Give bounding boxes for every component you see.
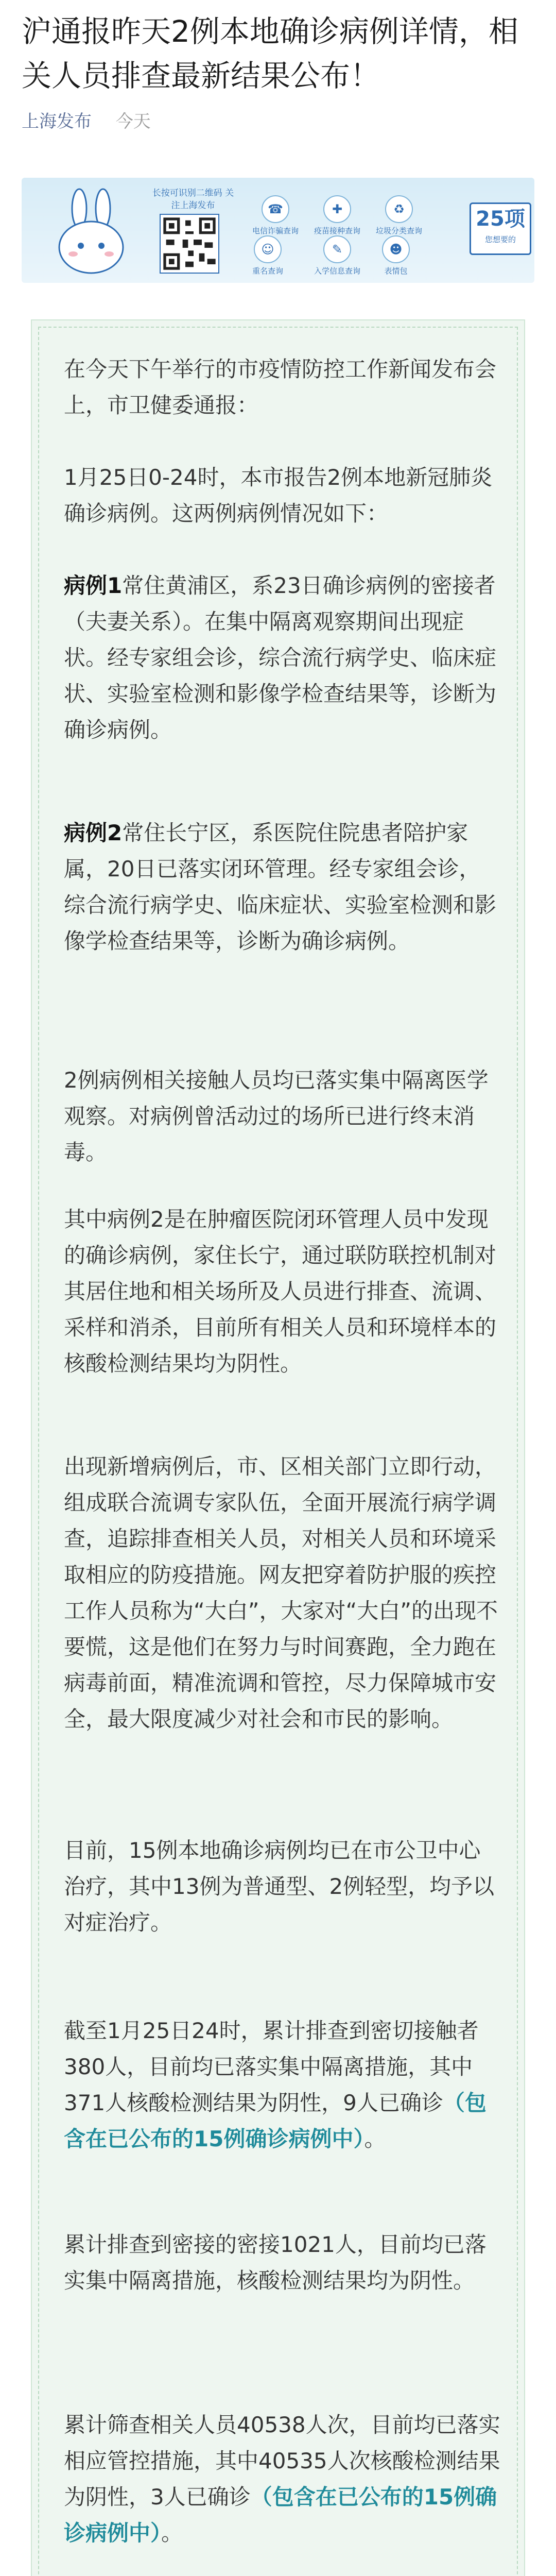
- paragraph: 目前，15例本地确诊病例均已在市公卫中心治疗，其中13例为普通型、2例轻型，均予以对症治疗。: [64, 1838, 495, 1935]
- scan-hint-text: 长按可识别二维码 关注上海发布: [152, 188, 234, 211]
- highlight-note: （包含在已公布的15例确诊病例中）: [64, 2090, 486, 2151]
- emoji-icon: ☻: [382, 235, 410, 263]
- qr-code-icon[interactable]: [160, 214, 219, 274]
- article-body: [31, 319, 525, 2576]
- person-icon: ☺: [254, 235, 282, 263]
- paragraph: 2例病例相关接触人员均已落实集中隔离医学观察。对病例曾活动过的场所已进行终末消毒。: [64, 1067, 489, 1165]
- article-title: 沪通报昨天2例本地确诊病例详情，相关人员排查最新结果公布！: [22, 14, 518, 93]
- rabbit-mascot-icon: [53, 188, 130, 276]
- services-count-badge[interactable]: 25项 您想要的: [470, 202, 531, 255]
- paragraph: 出现新增病例后，市、区相关部门立即行动，组成联合流调专家队伍，全面开展流行病学调查，追踪排查相关人员，对相关人员和环境采取相应的防疫措施。网友把穿着防护服的疾控工作人员称为“大白”，大家对“大白”的出现不要慌，这是他们在努力与时间赛跑，全力跑在病毒前面，精准流调和管控，尽力保障城市安全，最大限度减少对社会和市民的影响。: [64, 1454, 498, 1732]
- service-school[interactable]: ✎ 入学信息查询: [314, 235, 360, 276]
- paragraph: 病例2常住长宁区，系医院住院患者陪护家属，20日已落实闭环管理。经专家组会诊，综合流行病学史、临床症状、实验室检测和影像学检查结果等，诊断为确诊病例。: [64, 820, 497, 954]
- paragraph: 在今天下午举行的市疫情防控工作新闻发布会上，市卫健委通报：: [64, 357, 497, 418]
- service-vaccine[interactable]: ✚ 疫苗接种查询: [314, 195, 360, 236]
- service-stickers[interactable]: ☻ 表情包: [382, 235, 410, 276]
- phone-icon: ☎: [262, 195, 289, 223]
- paragraph: 其中病例2是在肿瘤医院闭环管理人员中发现的确诊病例，家住长宁，通过联防联控机制对其居住地和相关场所及人员进行排查、流调、采样和消杀，目前所有相关人员和环境样本的核酸检测结果均为阴性。: [64, 1207, 497, 1376]
- publish-date: 今天: [115, 111, 151, 132]
- syringe-icon: ✚: [323, 195, 351, 223]
- paragraph: 1月25日0-24时，本市报告2例本地新冠肺炎确诊病例。这两例病例情况如下：: [64, 465, 493, 526]
- service-fraud-check[interactable]: ☎ 电信诈骗查询: [252, 195, 299, 236]
- paragraph: 累计排查到密接的密接1021人，目前均已落实集中隔离措施，核酸检测结果均为阴性。: [64, 2232, 486, 2293]
- paragraph: 截至1月25日24时，累计排查到密切接触者380人，目前均已落实集中隔离措施，其中371人核酸检测结果为阴性，9人已确诊（包含在已公布的15例确诊病例中）。: [64, 2018, 486, 2151]
- highlight-note: （包含在已公布的15例确诊病例中）: [64, 2484, 497, 2546]
- trash-icon: ♻: [385, 195, 413, 223]
- article-meta: [22, 107, 151, 132]
- service-name-check[interactable]: ☺ 重名查询: [252, 235, 283, 276]
- author-link[interactable]: 上海发布: [22, 111, 92, 132]
- service-garbage[interactable]: ♻ 垃圾分类查询: [376, 195, 422, 236]
- paragraph: 病例1常住黄浦区，系23日确诊病例的密接者（夫妻关系）。在集中隔离观察期间出现症状。经专家组会诊，综合流行病学史、临床症状、实验室检测和影像学检查结果等，诊断为确诊病例。: [64, 573, 497, 742]
- paragraph: 累计筛查相关人员40538人次，目前均已落实相应管控措施，其中40535人次核酸检测结果为阴性，3人已确诊（包含在已公布的15例确诊病例中）。: [64, 2412, 500, 2546]
- school-icon: ✎: [323, 235, 351, 263]
- promo-banner[interactable]: [22, 178, 534, 283]
